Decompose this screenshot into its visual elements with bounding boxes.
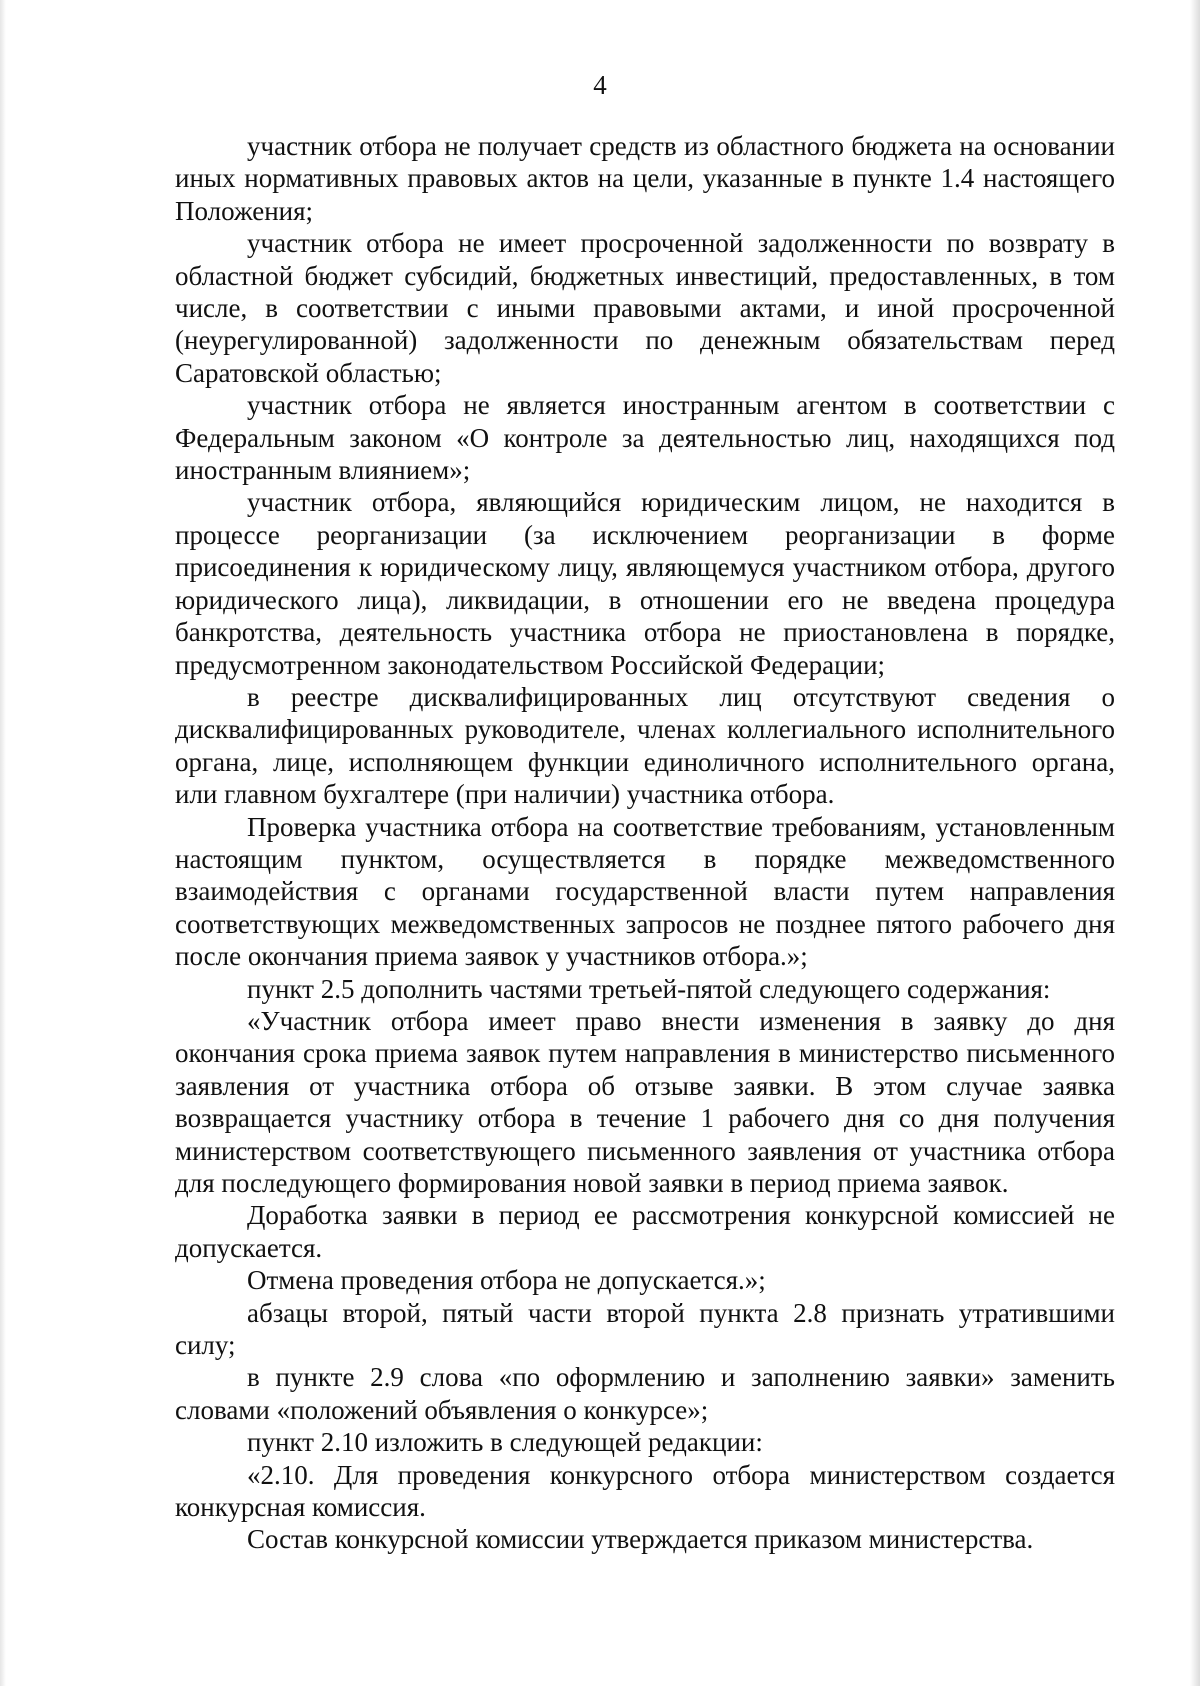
paragraph: в реестре дисквалифицированных лиц отсутствуют сведения о дисквалифицированных руководителе, членах коллегиального исполнительного органа, лице, исполняющем функции единоличного исполнительного органа, или главном бухгалтере (при наличии) участника отбора. — [175, 681, 1115, 810]
paragraph: участник отбора не получает средств из областного бюджета на основании иных нормативных правовых актов на цели, указанные в пункте 1.4 настоящего Положения; — [175, 131, 1115, 226]
paragraph: участник отбора, являющийся юридическим лицом, не находится в процессе реорганизации (за исключением реорганизации в форме присоединения к юридическому лицу, являющемуся участником отбора, другого юридического лица), ликвидации, в отношении его не введена процедура банкротства, деятельность участника отбора не приостановлена в порядке, предусмотренном законодательством Российской Федерации; — [175, 487, 1115, 680]
paragraph: «Участник отбора имеет право внести изменения в заявку до дня окончания срока приема заявок путем направления в министерство письменного заявления от участника отбора об отзыве заявки. В этом случае заявка возвращается участнику отбора в течение 1 рабочего дня со дня получения министерством соответствующего письменного заявления от участника отбора для последующего формирования новой заявки в период приема заявок. — [175, 1005, 1115, 1198]
paragraph: «2.10. Для проведения конкурсного отбора министерством создается конкурсная комиссия. — [175, 1459, 1115, 1523]
paragraph: Состав конкурсной комиссии утверждается приказом министерства. — [247, 1524, 1034, 1555]
paragraph: Отмена проведения отбора не допускается.»; — [247, 1265, 766, 1296]
paragraph: пункт 2.5 дополнить частями третьей-пятой следующего содержания: — [247, 973, 1051, 1004]
scan-edge-left — [0, 0, 6, 1686]
paragraph: Проверка участника отбора на соответствие требованиям, установленным настоящим пунктом, осуществляется в порядке межведомственного взаимодействия с органами государственной власти путем направления соответствующих межведомственных запросов не позднее пятого рабочего дня после окончания приема заявок у участников отбора.»; — [175, 811, 1115, 972]
paragraph: участник отбора не имеет просроченной задолженности по возврату в областной бюджет субсидий, бюджетных инвестиций, предоставленных, в том числе, в соответствии с иными правовыми актами, и иной просроченной (неурегулированной) задолженности по денежным обязательствам перед Саратовской областью; — [175, 228, 1115, 388]
paragraph: Доработка заявки в период ее рассмотрения конкурсной комиссией не допускается. — [175, 1200, 1115, 1263]
paragraph: участник отбора не является иностранным агентом в соответствии с Федеральным законом «О контроле за деятельностью лиц, находящихся под иностранным влиянием»; — [175, 390, 1115, 486]
document-body — [175, 130, 1115, 1556]
scan-edge-right — [1190, 0, 1200, 1686]
page-number: 4 — [593, 70, 607, 100]
paragraph: пункт 2.10 изложить в следующей редакции: — [247, 1427, 763, 1458]
paragraph: абзацы второй, пятый части второй пункта 2.8 признать утратившими силу; — [175, 1297, 1115, 1361]
paragraph: в пункте 2.9 слова «по оформлению и заполнению заявки» заменить словами «положений объявления о конкурсе»; — [175, 1362, 1115, 1425]
